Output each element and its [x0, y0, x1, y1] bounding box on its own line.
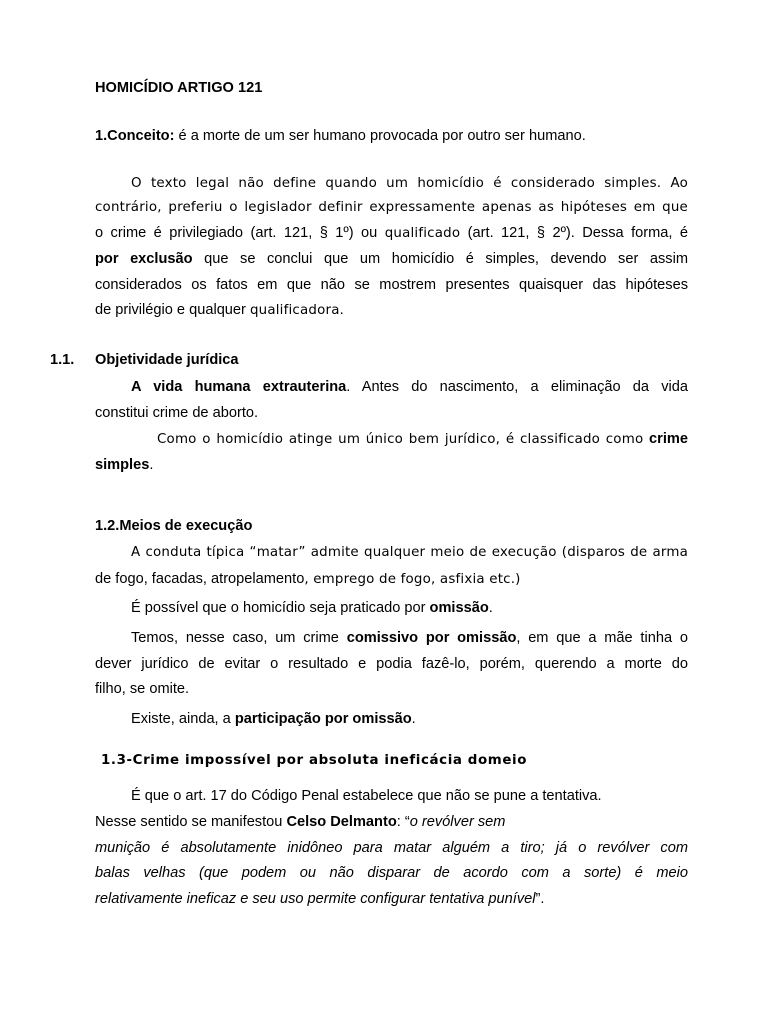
s13-line2-quote-open: : “ — [396, 814, 410, 830]
para1-line3-part1: o crime é privilegiado (art. 121, § 1º) ou — [95, 225, 385, 241]
s13-line2-author: Celso Delmanto — [286, 814, 397, 830]
s13-line2-quote: o revólver sem — [409, 814, 506, 830]
para1-line2: contrário, preferiu o legislador definir expressamente apenas as hipóteses em que — [95, 200, 688, 215]
s11-line2: constitui crime de aborto. — [95, 405, 259, 421]
s12-line7-bold: participação por omissão — [234, 711, 412, 727]
s12-line2-part2: , emprego de fogo, asfixia etc.) — [304, 572, 521, 587]
s12-line3 — [131, 598, 493, 618]
section-1-1-number: 1.1. — [50, 352, 75, 368]
section-1-3-title: 1.3-Crime impossível por absoluta ineficácia domeio — [101, 753, 528, 768]
concept-text: é a morte de um ser humano provocada por outro ser humano. — [174, 128, 586, 144]
s13-line1: É que o art. 17 do Código Penal estabelece que não se pune a tentativa. — [131, 788, 602, 804]
s12-line2-part1: de fogo, facadas, atropelamento — [95, 571, 305, 587]
para1-line3-part3: (art. 121, § 2º). Dessa forma, é — [460, 225, 688, 241]
s13-line5 — [95, 889, 544, 909]
s11-line3-bold: crime — [649, 431, 688, 447]
para1-line6-part1: de privilégio e qualquer — [95, 302, 250, 318]
s12-line3-text: É possível que o homicídio seja praticado por — [131, 600, 430, 616]
s11-line4 — [95, 455, 153, 475]
s13-line3: munição é absolutamente inidôneo para matar alguém a tiro; já o revólver com — [95, 840, 688, 856]
para1-line4 — [95, 249, 688, 269]
para1-line5: considerados os fatos em que não se mostrem presentes quaisquer das hipóteses — [95, 277, 688, 293]
s13-line5-end: ”. — [535, 891, 545, 907]
s12-line7 — [131, 709, 416, 729]
section-1-1-title: Objetividade jurídica — [95, 352, 239, 368]
s11-line1-text: . Antes do nascimento, a eliminação da vida — [346, 379, 689, 395]
s12-line7-text: Existe, ainda, a — [131, 711, 235, 727]
s11-line1 — [131, 377, 688, 397]
para1-line1: O texto legal não define quando um homicídio é considerado simples. Ao — [131, 176, 688, 191]
para1-line6-part2: qualificadora — [249, 303, 340, 318]
s12-line6: filho, se omite. — [95, 681, 190, 697]
s12-line5: dever jurídico de evitar o resultado e podia fazê-lo, porém, querendo a morte do — [95, 656, 688, 672]
s12-line1: A conduta típica “matar” admite qualquer meio de execução (disparos de arma — [131, 545, 688, 560]
para1-line4-bold: por exclusão — [95, 251, 193, 267]
s12-line4-bold: comissivo por omissão — [346, 630, 517, 646]
s12-line3-end: . — [488, 600, 493, 616]
para1-line4-text: que se conclui que um homicídio é simples, devendo ser assim — [192, 251, 689, 267]
s12-line3-bold: omissão — [429, 600, 489, 616]
s12-line4-end: , em que a mãe tinha o — [516, 630, 688, 646]
s11-line1-bold: A vida humana extrauterina — [131, 379, 347, 395]
para1-line6-part3: . — [339, 302, 344, 318]
para1-line3 — [95, 223, 688, 244]
s12-line4 — [131, 628, 688, 648]
para1-line3-part2: qualificado — [384, 226, 461, 241]
s12-line7-end: . — [411, 711, 416, 727]
concept-line — [95, 126, 586, 146]
concept-label: 1.Conceito: — [95, 128, 175, 144]
s13-line2 — [95, 812, 505, 832]
s13-line5-quote: relativamente ineficaz e seu uso permite configurar tentativa punível — [95, 891, 536, 907]
s12-line2 — [95, 569, 521, 590]
s11-line3-text: Como o homicídio atinge um único bem jurídico, é classificado como — [157, 432, 650, 447]
s13-line4: balas velhas (que podem ou não disparar de acordo com a sorte) é meio — [95, 865, 688, 881]
s13-line2-text: Nesse sentido se manifestou — [95, 814, 287, 830]
s11-line4-text: . — [149, 457, 154, 473]
s12-line4-text: Temos, nesse caso, um crime — [131, 630, 347, 646]
para1-line6 — [95, 300, 344, 321]
s11-line4-bold: simples — [95, 457, 150, 473]
section-1-2-title: 1.2.Meios de execução — [95, 518, 253, 534]
document-title: HOMICÍDIO ARTIGO 121 — [95, 80, 263, 96]
s11-line3 — [157, 429, 688, 450]
